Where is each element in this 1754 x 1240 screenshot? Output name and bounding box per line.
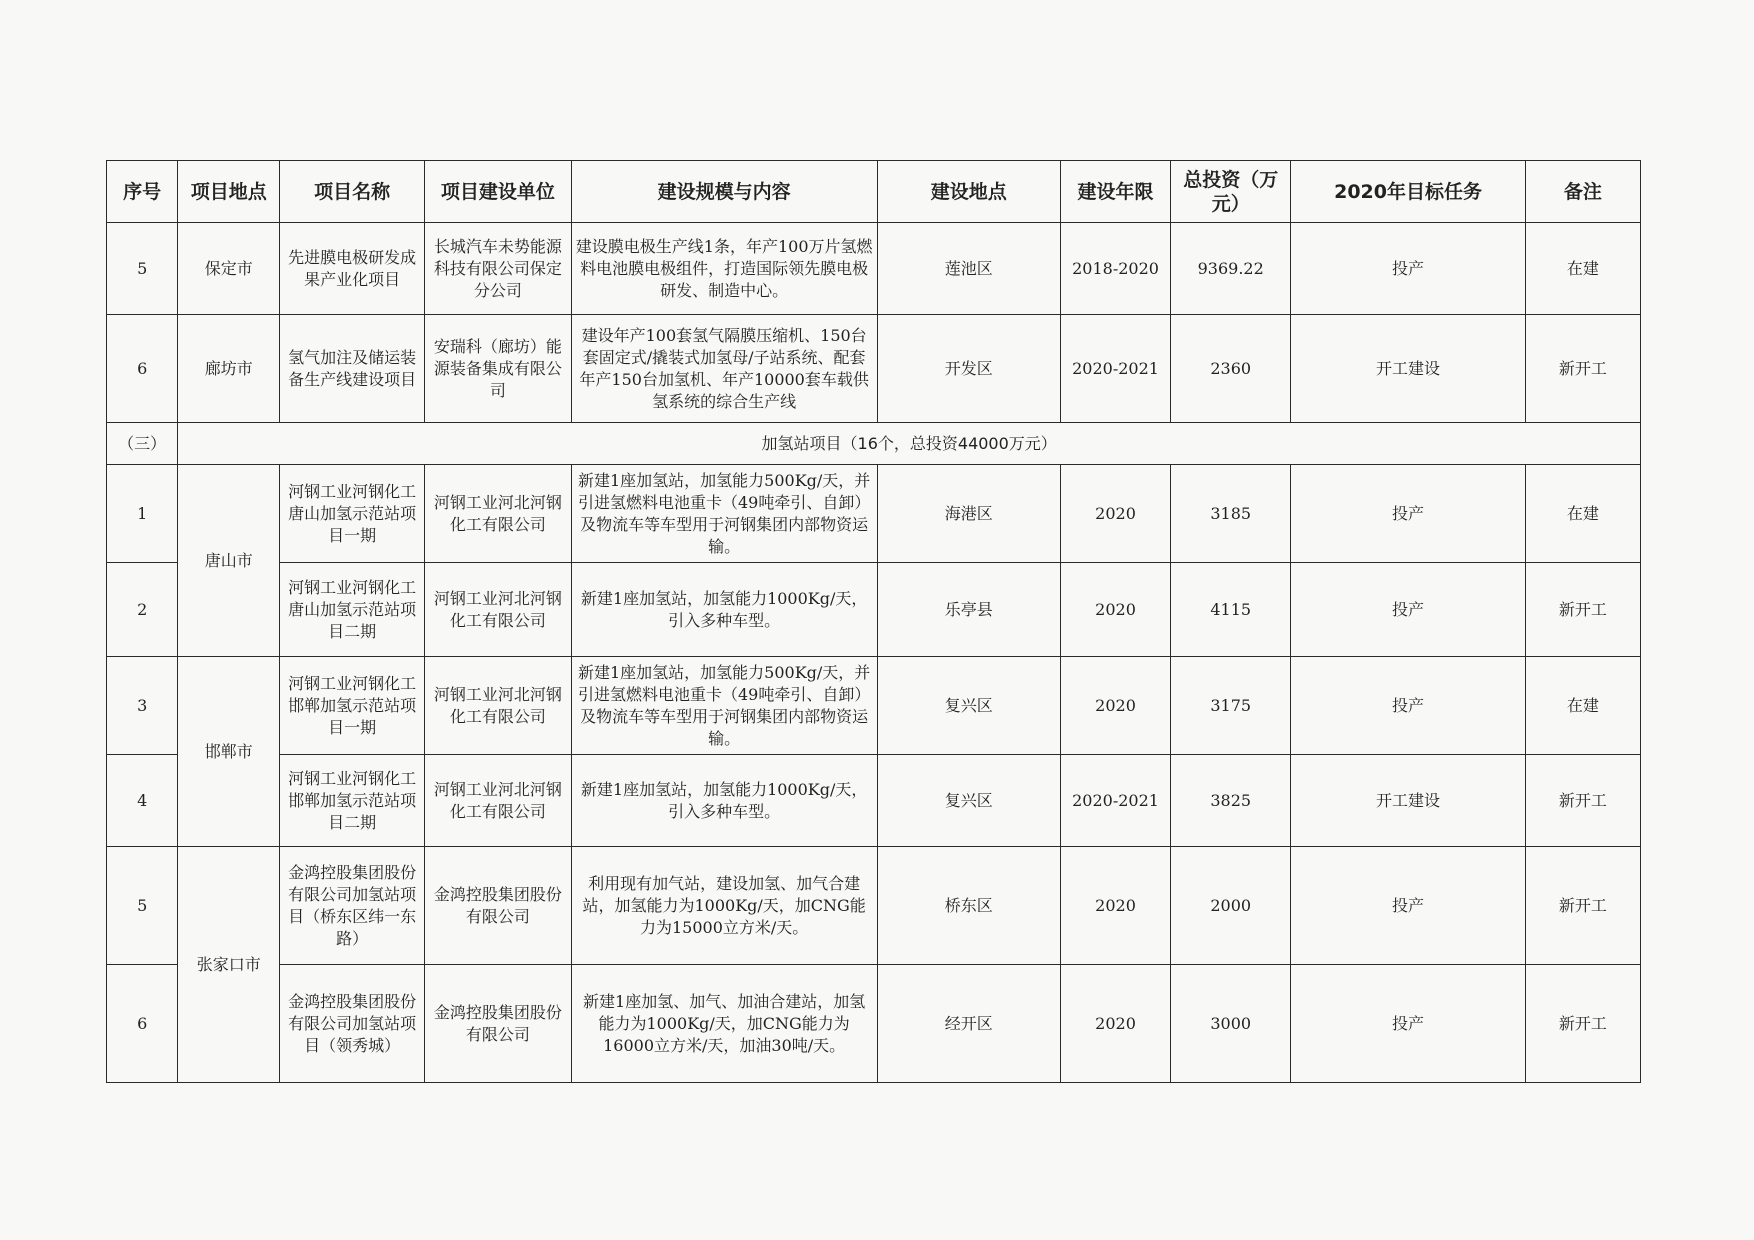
cell-location: 复兴区 (877, 657, 1060, 755)
section-title: 加氢站项目（16个，总投资44000万元） (178, 423, 1641, 465)
header-location: 建设地点 (877, 161, 1060, 223)
header-content: 建设规模与内容 (571, 161, 877, 223)
header-city: 项目地点 (178, 161, 280, 223)
cell-location: 经开区 (877, 965, 1060, 1083)
cell-invest: 3000 (1171, 965, 1291, 1083)
cell-location: 海港区 (877, 465, 1060, 563)
table-row (107, 465, 1641, 563)
cell-target: 开工建设 (1291, 315, 1525, 423)
header-note: 备注 (1525, 161, 1640, 223)
cell-years: 2018-2020 (1060, 223, 1170, 315)
cell-city: 保定市 (178, 223, 280, 315)
cell-city: 廊坊市 (178, 315, 280, 423)
cell-invest: 9369.22 (1171, 223, 1291, 315)
cell-location: 复兴区 (877, 755, 1060, 847)
cell-note: 新开工 (1525, 847, 1640, 965)
table-row (107, 847, 1641, 965)
cell-project-name: 河钢工业河钢化工邯郸加氢示范站项目二期 (280, 755, 425, 847)
cell-target: 投产 (1291, 657, 1525, 755)
header-target: 2020年目标任务 (1291, 161, 1525, 223)
cell-unit: 金鸿控股集团股份有限公司 (425, 847, 572, 965)
cell-seq: 5 (107, 223, 178, 315)
header-project-name: 项目名称 (280, 161, 425, 223)
cell-content: 新建1座加氢站，加氢能力500Kg/天，并引进氢燃料电池重卡（49吨牵引、自卸）及物流车等车型用于河钢集团内部物资运输。 (571, 657, 877, 755)
cell-project-name: 氢气加注及储运装备生产线建设项目 (280, 315, 425, 423)
cell-content: 新建1座加氢站，加氢能力1000Kg/天，引入多种车型。 (571, 755, 877, 847)
cell-content: 建设年产100套氢气隔膜压缩机、150台套固定式/撬装式加氢母/子站系统、配套年产150台加氢机、年产10000套车载供氢系统的综合生产线 (571, 315, 877, 423)
cell-unit: 河钢工业河北河钢化工有限公司 (425, 657, 572, 755)
cell-years: 2020 (1060, 563, 1170, 657)
header-invest: 总投资（万元） (1171, 161, 1291, 223)
cell-note: 在建 (1525, 223, 1640, 315)
cell-seq: 6 (107, 965, 178, 1083)
cell-project-name: 先进膜电极研发成果产业化项目 (280, 223, 425, 315)
header-seq: 序号 (107, 161, 178, 223)
cell-years: 2020-2021 (1060, 755, 1170, 847)
cell-location: 莲池区 (877, 223, 1060, 315)
cell-invest: 4115 (1171, 563, 1291, 657)
cell-seq: 5 (107, 847, 178, 965)
cell-project-name: 河钢工业河钢化工唐山加氢示范站项目二期 (280, 563, 425, 657)
cell-years: 2020 (1060, 965, 1170, 1083)
cell-seq: 4 (107, 755, 178, 847)
cell-city: 邯郸市 (178, 657, 280, 847)
cell-content: 新建1座加氢站，加氢能力500Kg/天，并引进氢燃料电池重卡（49吨牵引、自卸）及物流车等车型用于河钢集团内部物资运输。 (571, 465, 877, 563)
cell-location: 开发区 (877, 315, 1060, 423)
section-row (107, 423, 1641, 465)
cell-target: 投产 (1291, 965, 1525, 1083)
cell-seq: 1 (107, 465, 178, 563)
cell-target: 投产 (1291, 563, 1525, 657)
cell-seq: 3 (107, 657, 178, 755)
cell-project-name: 金鸿控股集团股份有限公司加氢站项目（桥东区纬一东路） (280, 847, 425, 965)
cell-target: 投产 (1291, 847, 1525, 965)
cell-invest: 3185 (1171, 465, 1291, 563)
cell-note: 新开工 (1525, 563, 1640, 657)
cell-content: 利用现有加气站，建设加氢、加气合建站，加氢能力为1000Kg/天，加CNG能力为15000立方米/天。 (571, 847, 877, 965)
cell-city: 唐山市 (178, 465, 280, 657)
cell-note: 新开工 (1525, 755, 1640, 847)
cell-unit: 长城汽车未势能源科技有限公司保定分公司 (425, 223, 572, 315)
cell-unit: 河钢工业河北河钢化工有限公司 (425, 563, 572, 657)
cell-invest: 2360 (1171, 315, 1291, 423)
cell-unit: 河钢工业河北河钢化工有限公司 (425, 465, 572, 563)
cell-years: 2020 (1060, 465, 1170, 563)
cell-location: 桥东区 (877, 847, 1060, 965)
cell-target: 投产 (1291, 465, 1525, 563)
cell-invest: 3175 (1171, 657, 1291, 755)
cell-content: 新建1座加氢站，加氢能力1000Kg/天，引入多种车型。 (571, 563, 877, 657)
cell-seq: 6 (107, 315, 178, 423)
cell-content: 新建1座加氢、加气、加油合建站，加氢能力为1000Kg/天，加CNG能力为16000立方米/天，加油30吨/天。 (571, 965, 877, 1083)
cell-content: 建设膜电极生产线1条，年产100万片氢燃料电池膜电极组件，打造国际领先膜电极研发、制造中心。 (571, 223, 877, 315)
cell-note: 新开工 (1525, 965, 1640, 1083)
cell-note: 在建 (1525, 657, 1640, 755)
cell-invest: 3825 (1171, 755, 1291, 847)
cell-years: 2020 (1060, 657, 1170, 755)
table-row (107, 315, 1641, 423)
section-number: （三） (107, 423, 178, 465)
cell-target: 开工建设 (1291, 755, 1525, 847)
cell-years: 2020-2021 (1060, 315, 1170, 423)
cell-target: 投产 (1291, 223, 1525, 315)
table-row (107, 563, 1641, 657)
project-table (106, 160, 1641, 1083)
cell-note: 新开工 (1525, 315, 1640, 423)
table-row (107, 223, 1641, 315)
cell-seq: 2 (107, 563, 178, 657)
cell-unit: 安瑞科（廊坊）能源装备集成有限公司 (425, 315, 572, 423)
header-years: 建设年限 (1060, 161, 1170, 223)
cell-project-name: 河钢工业河钢化工唐山加氢示范站项目一期 (280, 465, 425, 563)
cell-unit: 金鸿控股集团股份有限公司 (425, 965, 572, 1083)
table-row (107, 965, 1641, 1083)
cell-project-name: 河钢工业河钢化工邯郸加氢示范站项目一期 (280, 657, 425, 755)
cell-location: 乐亭县 (877, 563, 1060, 657)
cell-unit: 河钢工业河北河钢化工有限公司 (425, 755, 572, 847)
table-row (107, 755, 1641, 847)
cell-invest: 2000 (1171, 847, 1291, 965)
table-row (107, 657, 1641, 755)
header-row (107, 161, 1641, 223)
header-unit: 项目建设单位 (425, 161, 572, 223)
cell-city: 张家口市 (178, 847, 280, 1083)
cell-years: 2020 (1060, 847, 1170, 965)
cell-project-name: 金鸿控股集团股份有限公司加氢站项目（领秀城） (280, 965, 425, 1083)
cell-note: 在建 (1525, 465, 1640, 563)
